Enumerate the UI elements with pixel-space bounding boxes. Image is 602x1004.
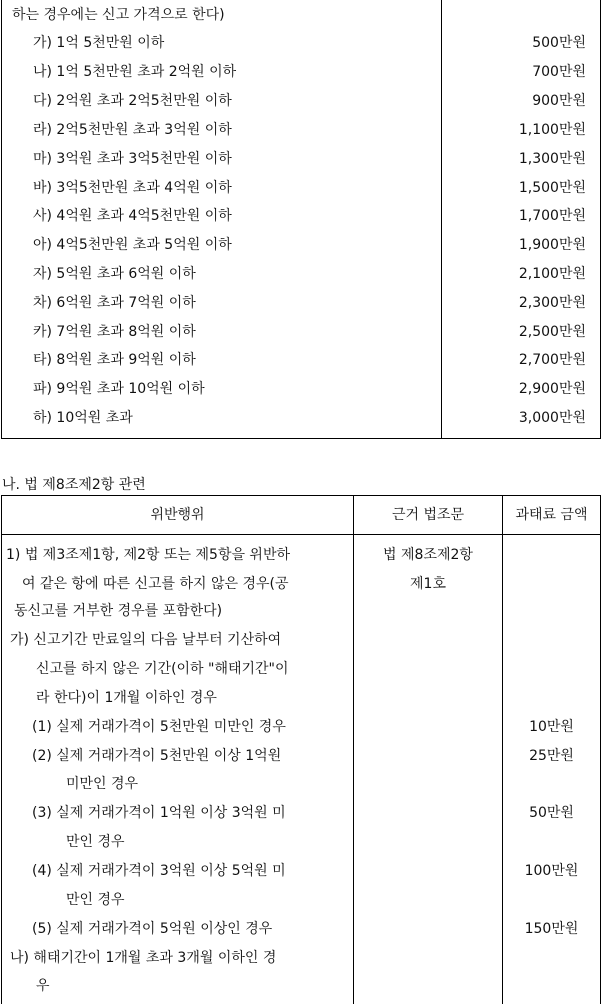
top-table-divider [441, 0, 442, 439]
price-row-label: 자) 5억원 초과 6억원 이하 [33, 266, 196, 282]
price-row-label: 타) 8억원 초과 9억원 이하 [33, 352, 196, 368]
top-table-left-border [1, 0, 2, 439]
violation-line: 동신고를 거부한 경우를 포함한다) [14, 603, 223, 619]
violation-line: 신고를 하지 않은 기간(이하 "해태기간"이 [36, 661, 289, 677]
penalty-amount: 100만원 [524, 863, 579, 879]
price-row-label: 다) 2억원 초과 2억5천만원 이하 [33, 93, 232, 109]
penalty-table-divider-1 [353, 495, 354, 1004]
price-row-label: 가) 1억 5천만원 이하 [33, 35, 165, 51]
price-row-amount: 1,900만원 [518, 237, 586, 253]
price-row-label: 파) 9억원 초과 10억원 이하 [33, 381, 205, 397]
penalty-amount: 25만원 [529, 748, 574, 764]
price-row-amount: 2,900만원 [518, 381, 586, 397]
price-row-label: 카) 7억원 초과 8억원 이하 [33, 324, 196, 340]
violation-line: (2) 실제 거래가격이 5천만원 이상 1억원 [32, 748, 282, 764]
violation-line: 라 한다)이 1개월 이하인 경우 [36, 690, 217, 706]
header-legal-basis: 근거 법조문 [391, 507, 465, 523]
price-row-amount: 500만원 [532, 35, 586, 51]
penalty-amount: 150만원 [524, 921, 579, 937]
price-row-label: 바) 3억5천만원 초과 4억원 이하 [33, 180, 232, 196]
price-row-amount: 2,500만원 [518, 324, 586, 340]
header-violation: 위반행위 [150, 507, 205, 523]
penalty-amount: 50만원 [529, 805, 574, 821]
legal-basis-line: 제1호 [410, 576, 446, 592]
price-row-amount: 2,300만원 [518, 295, 586, 311]
price-row-label: 나) 1억 5천만원 초과 2억원 이하 [33, 64, 237, 80]
violation-line: 여 같은 항에 따른 신고를 하지 않은 경우(공 [22, 576, 289, 592]
top-table-bottom-border [1, 438, 601, 439]
section-heading: 나. 법 제8조제2항 관련 [2, 477, 146, 493]
penalty-table-right-border [600, 495, 601, 1004]
violation-line: (4) 실제 거래가격이 3억원 이상 5억원 미 [32, 863, 286, 879]
violation-line: (1) 실제 거래가격이 5천만원 미만인 경우 [32, 719, 286, 735]
price-row-amount: 1,100만원 [518, 122, 586, 138]
violation-line: 만인 경우 [66, 834, 125, 850]
violation-line: (3) 실제 거래가격이 1억원 이상 3억원 미 [32, 805, 286, 821]
price-row-amount: 700만원 [532, 64, 586, 80]
price-row-amount: 1,700만원 [518, 208, 586, 224]
violation-line: 만인 경우 [66, 892, 125, 908]
top-table-right-border [600, 0, 601, 439]
violation-line: 미만인 경우 [66, 776, 139, 792]
violation-line: 1) 법 제3조제1항, 제2항 또는 제5항을 위반하 [6, 547, 291, 563]
price-row-amount: 2,100만원 [518, 266, 586, 282]
price-row-label: 라) 2억5천만원 초과 3억원 이하 [33, 122, 232, 138]
top-table-intro: 하는 경우에는 신고 가격으로 한다) [12, 7, 225, 23]
penalty-table-top-border [1, 495, 601, 496]
price-row-amount: 1,300만원 [518, 151, 586, 167]
price-row-label: 차) 6억원 초과 7억원 이하 [33, 295, 196, 311]
violation-line: 나) 해태기간이 1개월 초과 3개월 이하인 경 [10, 950, 277, 966]
price-row-label: 아) 4억5천만원 초과 5억원 이하 [33, 237, 232, 253]
price-row-label: 마) 3억원 초과 3억5천만원 이하 [33, 151, 232, 167]
violation-line: 가) 신고기간 만료일의 다음 날부터 기산하여 [10, 632, 282, 648]
price-row-amount: 3,000만원 [518, 410, 586, 426]
price-row-amount: 1,500만원 [518, 180, 586, 196]
price-row-label: 사) 4억원 초과 4억5천만원 이하 [33, 208, 232, 224]
penalty-amount: 10만원 [529, 719, 574, 735]
violation-line: (5) 실제 거래가격이 5억원 이상인 경우 [32, 921, 273, 937]
legal-basis-line: 법 제8조제2항 [383, 547, 473, 563]
violation-line: 우 [36, 978, 50, 994]
price-row-amount: 900만원 [532, 93, 586, 109]
price-row-label: 하) 10억원 초과 [33, 410, 133, 426]
penalty-table-left-border [1, 495, 2, 1004]
header-penalty-amount: 과태료 금액 [515, 507, 588, 523]
price-row-amount: 2,700만원 [518, 352, 586, 368]
penalty-table-header-border [1, 534, 601, 535]
